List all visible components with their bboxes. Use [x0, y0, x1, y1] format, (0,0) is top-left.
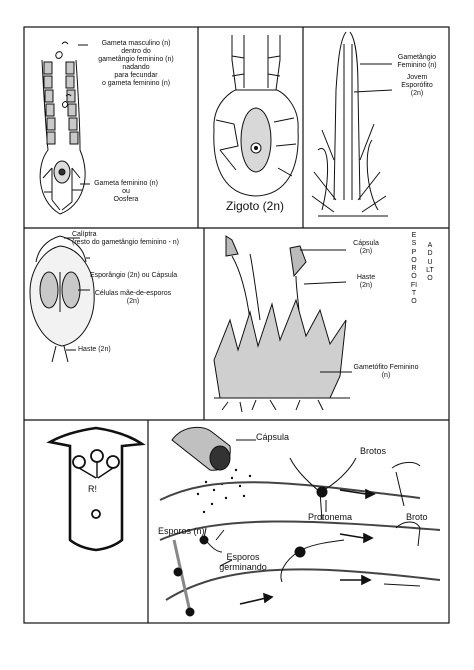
gametangium-label: Gametângio Feminino (n) [397, 54, 437, 70]
young-sporophyte-label: Jovem Esporófito (2n) [401, 74, 433, 98]
protonema-label: Protonema [308, 512, 353, 522]
archegonium-drawing [40, 42, 90, 214]
female-gamete-label: Gameta feminino (n) ou Oosfera [94, 180, 158, 204]
germination-capsule-label: Cápsula [256, 432, 290, 442]
sporophyte-vertical-label: ESPORÓFITO [410, 232, 418, 306]
adult-stalk-label: Haste (2n) [356, 274, 376, 290]
adult-capsule-label: Cápsula (2n) [353, 240, 379, 256]
adult-vertical-label: ADULTO [426, 242, 434, 283]
spore-mother-cells-label: Células mãe-de-esporos (2n) [94, 290, 172, 306]
spores-label: Esporos (n) [158, 526, 205, 536]
zygote-label: Zigoto (2n) [225, 199, 285, 213]
germination-drawing [160, 427, 440, 616]
calyptra-label: Calíptra (resto do gametângio feminino - n) [72, 231, 179, 247]
capsule-stalk-label: Haste (2n) [78, 346, 111, 353]
young-sporophyte-drawing [312, 32, 392, 216]
germinating-spores-label: Esporos germinando [219, 552, 267, 573]
zygote-drawing [214, 35, 298, 196]
male-gamete-label: Gameta masculino (n) dentro do gametângio feminino (n) nadando para fecundar o gameta feminino (n) [98, 40, 174, 88]
sporangium-label: Esporângio (2n) ou Cápsula [90, 272, 178, 279]
adult-moss-drawing [214, 236, 352, 412]
capsule-detail-drawing [30, 236, 94, 362]
bud-label: Broto [406, 512, 428, 522]
buds-label: Brotos [360, 446, 387, 456]
tag-text: R! [88, 484, 97, 494]
gametophyte-label: Gametófito Feminino (n) [353, 364, 419, 380]
